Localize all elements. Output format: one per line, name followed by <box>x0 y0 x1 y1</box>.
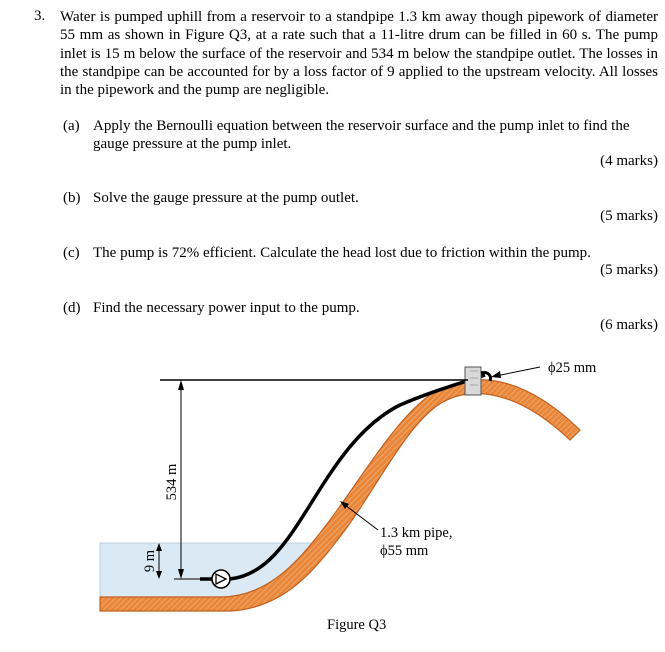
part-b-label: (b) <box>63 190 81 206</box>
pipe-label-line1: 1.3 km pipe, <box>380 525 453 541</box>
part-b-marks: (5 marks) <box>600 208 658 224</box>
standpipe-leader <box>491 367 540 378</box>
question-number: 3. <box>34 8 46 24</box>
figure-caption: Figure Q3 <box>327 617 387 633</box>
pipe-label-line2: ϕ55 mm <box>380 543 429 559</box>
part-c-label: (c) <box>63 245 80 261</box>
question-text: Water is pumped uphill from a reservoir to a standpipe 1.3 km away though pipework of diameter 55 mm as shown in Figure Q3, at a rate such that a 11-litre drum can be filled in 60 s. The pump inlet is 15 m below the surface of the reservoir and 534 m below the standpipe outlet. The losses in the standpipe can be accounted for by a loss factor of 9 applied to the upstream velocity. All losses in the pipework and the pump are negligible. <box>60 9 658 99</box>
part-d-label: (d) <box>63 300 81 316</box>
part-b-text: Solve the gauge pressure at the pump outlet. <box>93 190 359 206</box>
part-d-text: Find the necessary power input to the pump. <box>93 300 360 316</box>
standpipe-diameter-label: ϕ25 mm <box>548 360 597 376</box>
height-label: 534 m <box>164 463 180 501</box>
part-d-marks: (6 marks) <box>600 317 658 333</box>
part-a-text-line1: Apply the Bernoulli equation between the reservoir surface and the pump inlet to find the <box>93 118 630 134</box>
part-c-marks: (5 marks) <box>600 262 658 278</box>
depth-label: 9 m <box>142 549 158 573</box>
part-a-marks: (4 marks) <box>600 153 658 169</box>
part-a-label: (a) <box>63 118 80 134</box>
part-a-text-line2: gauge pressure at the pump inlet. <box>93 136 292 152</box>
part-c-text: The pump is 72% efficient. Calculate the head lost due to friction within the pump. <box>93 245 591 261</box>
